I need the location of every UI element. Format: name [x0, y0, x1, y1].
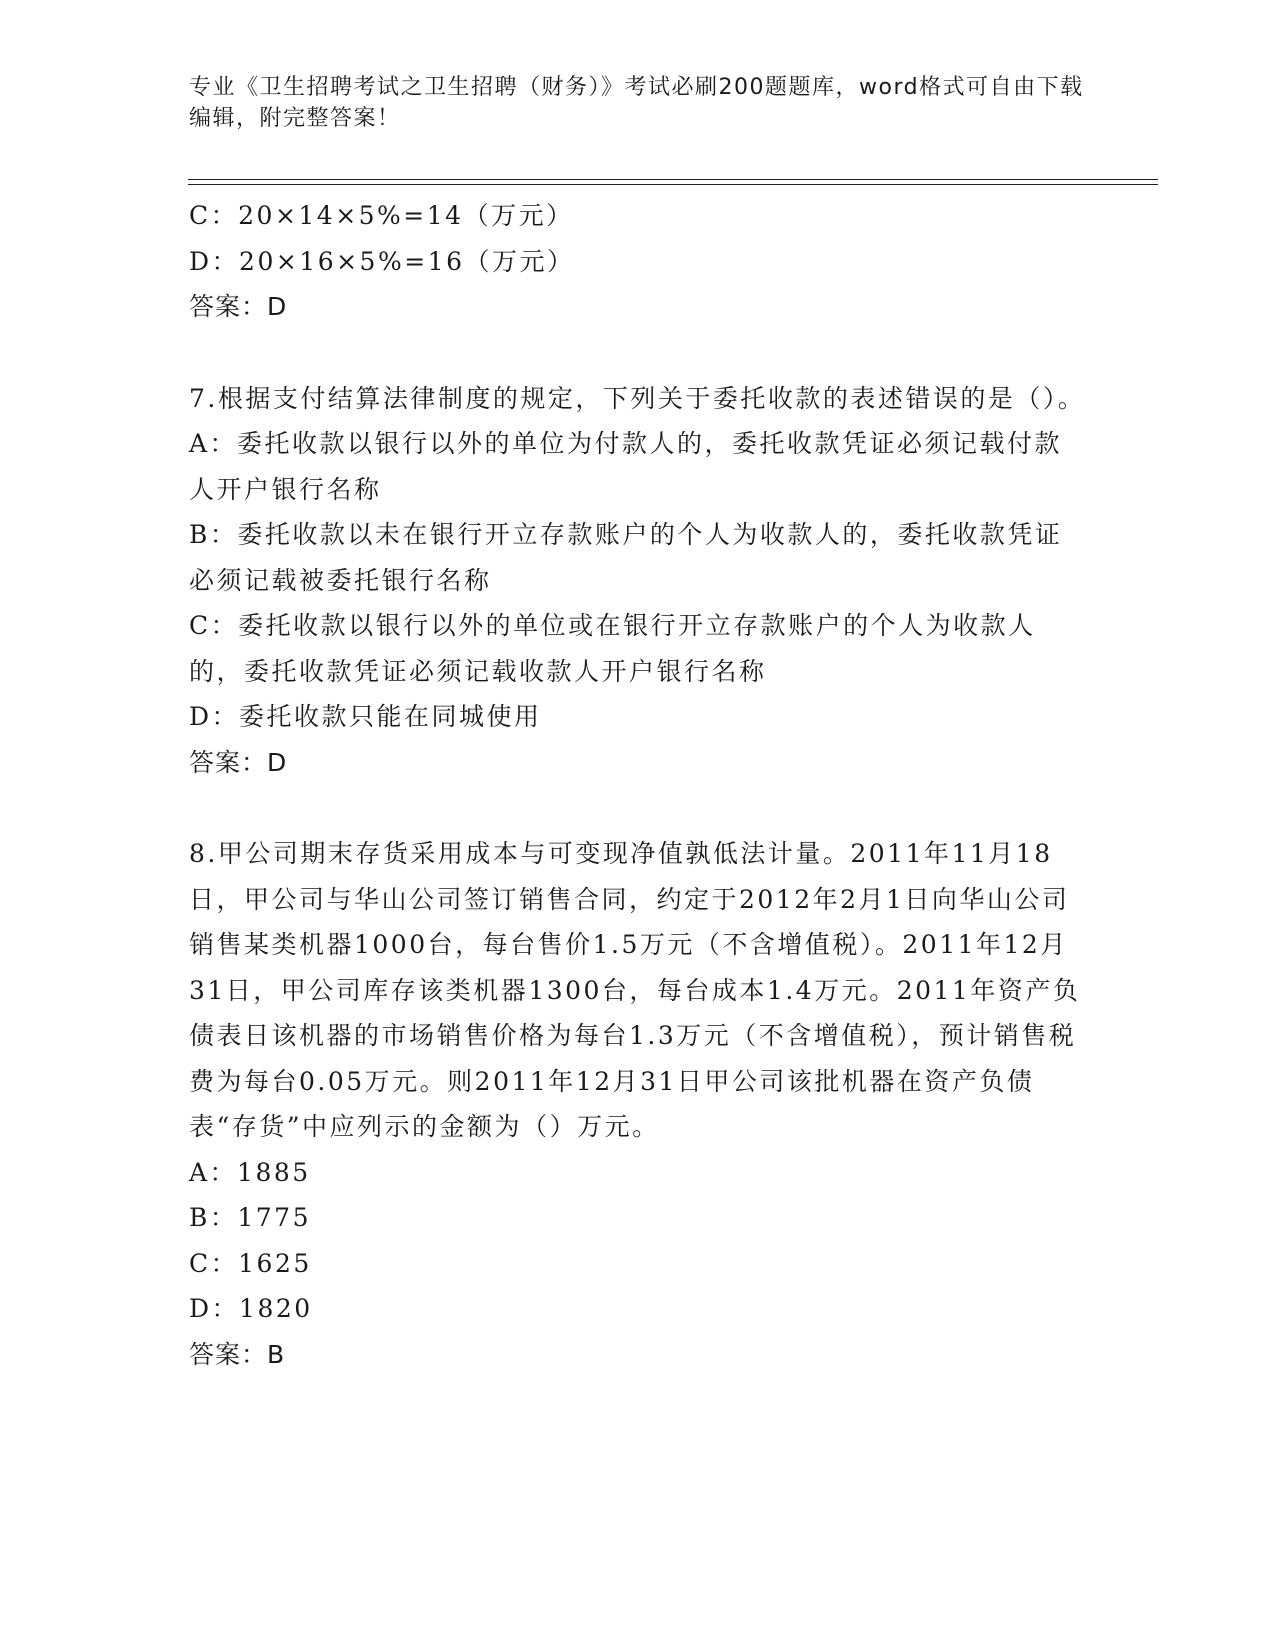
option-d: D：委托收款只能在同城使用 — [189, 702, 542, 731]
question-8 — [189, 831, 1089, 1377]
option-d: D：1820 — [189, 1294, 313, 1323]
spacer — [189, 785, 1089, 831]
question-content — [189, 193, 1089, 1377]
option-c: C：20×14×5%=14（万元） — [189, 201, 574, 230]
option-a: A：1885 — [189, 1157, 311, 1187]
question-stem: 8.甲公司期末存货采用成本与可变现净值孰低法计量。2011年11月18日，甲公司与华山公司签订销售合同，约定于2012年2月1日向华山公司销售某类机器1000台，每台售价1.5万元（不含增值税）。2011年12月31日，甲公司库存该类机器1300台，每台成本1.4万元。2011年资产负债表日该机器的市场销售价格为每台1.3万元（不含增值税），预计销售税费为每台0.05万元。则2011年12月31日甲公司该批机器在资产负债表“存货”中应列示的金额为（）万元。 — [189, 839, 1081, 1141]
option-a: A：委托收款以银行以外的单位为付款人的，委托收款凭证必须记载付款人开户银行名称 — [189, 429, 1063, 504]
spacer — [189, 330, 1089, 376]
header-divider-secondary — [188, 184, 1158, 185]
option-b: B：1775 — [189, 1203, 311, 1232]
option-c: C：1625 — [189, 1248, 312, 1278]
answer-line: 答案：D — [189, 747, 288, 777]
answer-line: 答案：D — [189, 292, 288, 321]
page-header: 专业《卫生招聘考试之卫生招聘（财务）》考试必刷200题题库，word格式可自由下载编辑，附完整答案！ — [189, 75, 1084, 131]
option-b: B：委托收款以未在银行开立存款账户的个人为收款人的，委托收款凭证必须记载被委托银行名称 — [189, 520, 1063, 595]
question-7 — [189, 376, 1089, 786]
option-d: D：20×16×5%=16（万元） — [189, 246, 575, 276]
question-6-continued — [189, 193, 1089, 330]
header-divider — [188, 179, 1158, 180]
option-c: C：委托收款以银行以外的单位或在银行开立存款账户的个人为收款人的，委托收款凭证必须记载收款人开户银行名称 — [189, 611, 1036, 686]
answer-line: 答案：B — [189, 1339, 286, 1369]
question-stem: 7.根据支付结算法律制度的规定，下列关于委托收款的表述错误的是（）。 — [189, 383, 1086, 413]
